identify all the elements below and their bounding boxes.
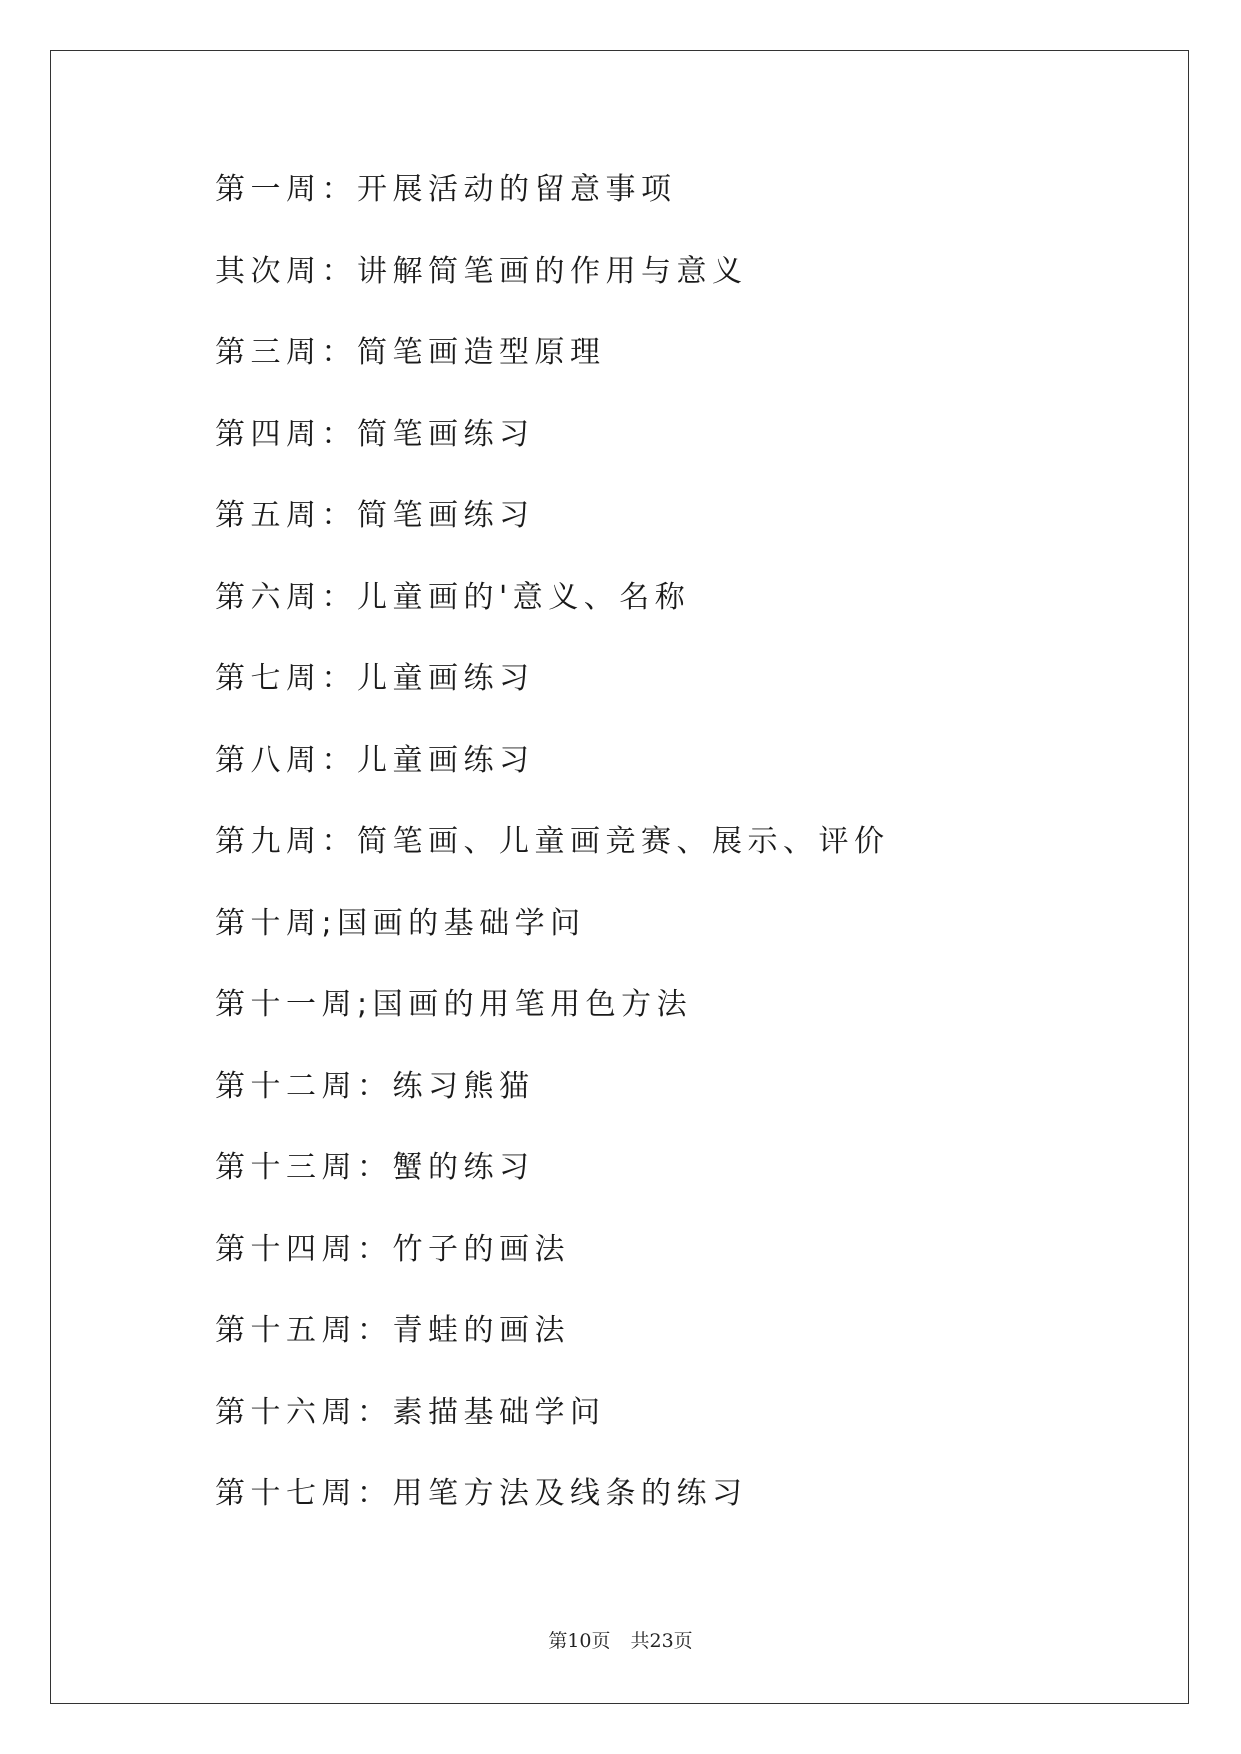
schedule-item-week-5: 第五周：简笔画练习 bbox=[215, 498, 535, 533]
schedule-item-week-13: 第十三周：蟹的练习 bbox=[215, 1150, 535, 1185]
page-footer bbox=[0, 1627, 1241, 1655]
page-number-current: 第10页 bbox=[548, 1630, 611, 1652]
schedule-item-week-15: 第十五周：青蛙的画法 bbox=[215, 1313, 570, 1348]
schedule-item-week-9: 第九周：简笔画、儿童画竞赛、展示、评价 bbox=[215, 824, 890, 859]
weekly-schedule-list bbox=[215, 165, 890, 1551]
schedule-item-week-6: 第六周：儿童画的'意义、名称 bbox=[215, 579, 691, 615]
schedule-item-week-11: 第十一周;国画的用笔用色方法 bbox=[215, 987, 693, 1022]
schedule-item-week-3: 第三周：简笔画造型原理 bbox=[215, 335, 606, 370]
page-number-total: 共23页 bbox=[630, 1630, 693, 1652]
schedule-item-week-7: 第七周：儿童画练习 bbox=[215, 661, 535, 696]
schedule-item-week-14: 第十四周：竹子的画法 bbox=[215, 1231, 570, 1267]
schedule-item-week-1: 第一周：开展活动的留意事项 bbox=[215, 172, 677, 207]
schedule-item-week-16: 第十六周：素描基础学问 bbox=[215, 1394, 606, 1430]
schedule-item-week-17: 第十七周：用笔方法及线条的练习 bbox=[215, 1476, 748, 1511]
schedule-item-week-2: 其次周：讲解简笔画的作用与意义 bbox=[215, 253, 748, 289]
schedule-item-week-4: 第四周：简笔画练习 bbox=[215, 416, 535, 452]
schedule-item-week-12: 第十二周：练习熊猫 bbox=[215, 1068, 535, 1104]
schedule-item-week-8: 第八周：儿童画练习 bbox=[215, 742, 535, 778]
schedule-item-week-10: 第十周;国画的基础学问 bbox=[215, 905, 586, 941]
